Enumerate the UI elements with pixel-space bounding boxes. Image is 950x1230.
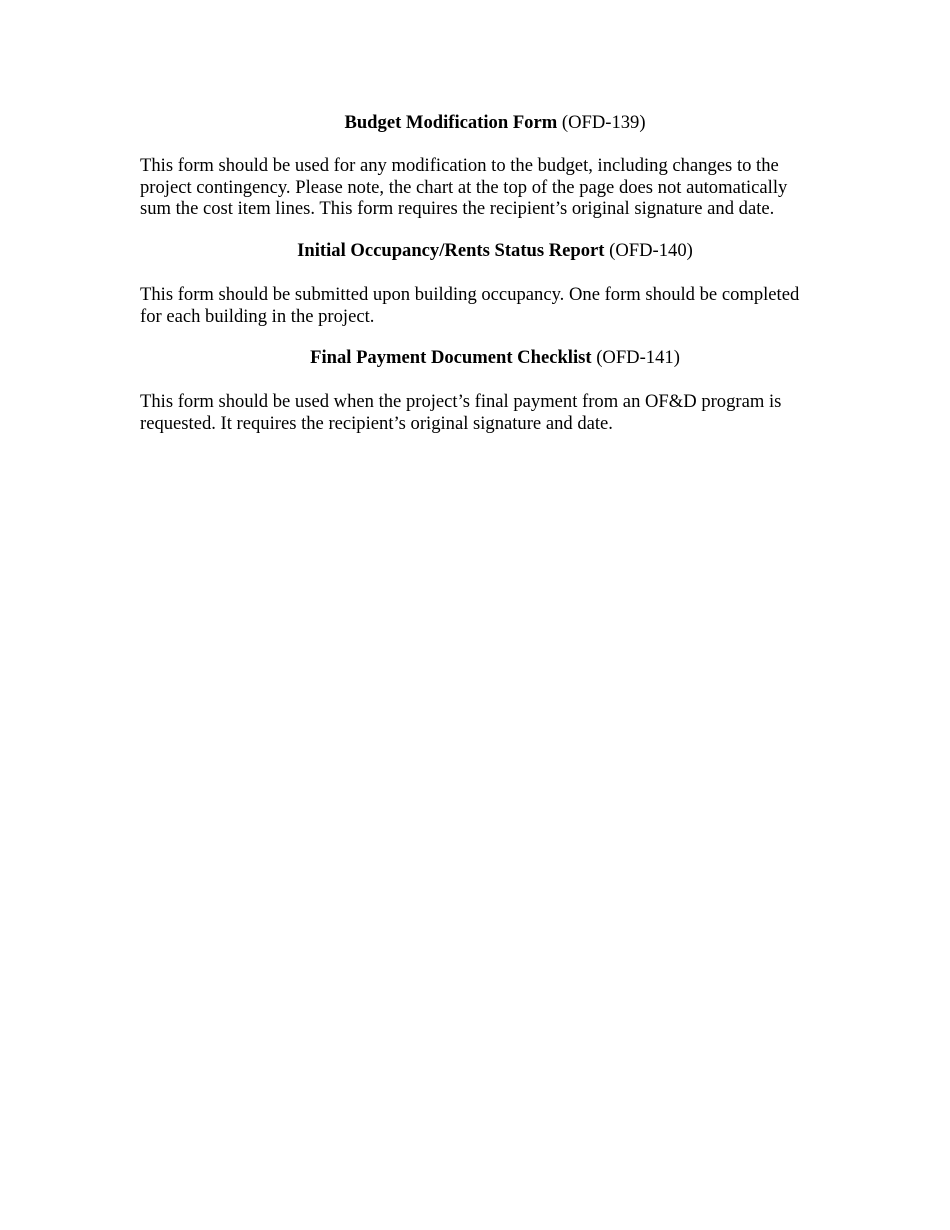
description-line: This form should be used when the project’s final payment from an OF&D program is [140, 391, 782, 412]
form-title: Initial Occupancy/Rents Status Report [297, 240, 605, 261]
section-budget-modification-body [140, 155, 820, 220]
form-code: (OFD-141) [596, 347, 680, 368]
description-line: This form should be submitted upon building occupancy. One form should be completed [140, 284, 800, 305]
form-code: (OFD-139) [561, 112, 646, 133]
form-title: Budget Modification Form [344, 112, 558, 133]
section-heading [140, 346, 820, 370]
form-title: Final Payment Document Checklist [310, 347, 592, 368]
section-description [140, 284, 820, 327]
description-line: This form should be used for any modification to the budget, including changes to the [140, 155, 779, 176]
description-line: requested. It requires the recipient’s original signature and date. [140, 412, 613, 434]
section-description [140, 391, 820, 434]
section-heading [140, 111, 820, 135]
section-initial-occupancy [140, 239, 820, 263]
section-heading [140, 239, 820, 263]
section-final-payment [140, 346, 820, 370]
form-code: (OFD-140) [609, 240, 693, 261]
description-line: project contingency. Please note, the chart at the top of the page does not automatically [140, 176, 788, 198]
description-line: for each building in the project. [140, 305, 375, 327]
description-line: sum the cost item lines. This form requires the recipient’s original signature and date. [140, 198, 775, 219]
section-description [140, 155, 820, 220]
section-budget-modification [140, 111, 820, 135]
section-initial-occupancy-body [140, 284, 820, 327]
section-final-payment-body [140, 391, 820, 434]
